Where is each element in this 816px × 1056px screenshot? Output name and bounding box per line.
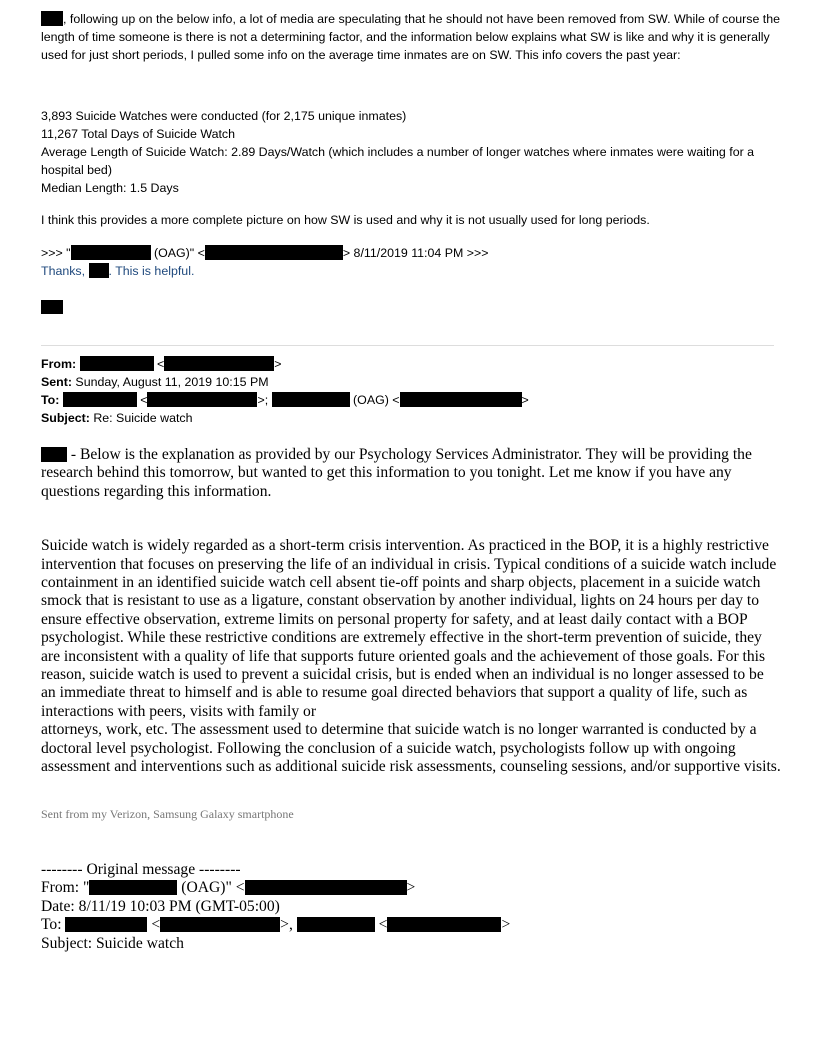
redaction	[41, 11, 63, 26]
stat-line: 3,893 Suicide Watches were conducted (for 2,175 unique inmates)	[41, 109, 407, 123]
redaction	[89, 263, 109, 278]
to-text: To:	[41, 916, 66, 934]
original-from: From: " (OAG)" < >	[41, 879, 416, 897]
quote-prefix: >>> "	[41, 246, 71, 260]
quote-org: (OAG)" <	[150, 246, 205, 260]
original-message	[41, 861, 781, 953]
redaction	[272, 392, 350, 407]
stats-list	[41, 107, 781, 197]
redaction	[41, 300, 63, 314]
redaction	[160, 917, 280, 932]
original-divider: -------- Original message --------	[41, 860, 241, 878]
redaction	[205, 245, 343, 260]
intro-paragraph	[41, 10, 781, 64]
body-text: attorneys, work, etc. The assessment used to determine that suicide watch is no longer warranted is conducted by a doctoral level psychologist. Following the conclusion of a suicide watch, psychologists follow up with ongoing assessment and interventions such as additional suicide risk assessments, counseling sessions, and/or supportive visits.	[41, 721, 781, 776]
original-date: Date: 8/11/19 10:03 PM (GMT-05:00)	[41, 897, 280, 915]
from-text: From: "	[41, 879, 90, 897]
stat-line: Median Length: 1.5 Days	[41, 181, 179, 195]
subject-line	[41, 409, 529, 427]
sent-line	[41, 373, 529, 391]
signature: Sent from my Verizon, Samsung Galaxy smartphone	[41, 806, 294, 821]
redaction	[65, 917, 147, 932]
redaction	[89, 880, 177, 895]
redaction	[387, 917, 501, 932]
reply-section	[41, 10, 781, 314]
redaction	[63, 392, 137, 407]
subject-value: Re: Suicide watch	[89, 411, 193, 425]
redaction	[80, 356, 154, 371]
body-paragraph-2	[41, 537, 781, 776]
stat-line: 11,267 Total Days of Suicide Watch	[41, 127, 235, 141]
original-subject: Subject: Suicide watch	[41, 934, 184, 952]
quote-suffix: > 8/11/2019 11:04 PM >>>	[342, 246, 489, 260]
redaction	[400, 392, 522, 407]
to-label: To:	[41, 393, 60, 407]
original-to: To: < >, < >	[41, 916, 511, 934]
thanks-line	[41, 262, 781, 280]
redaction	[297, 917, 375, 932]
body-text: - Below is the explanation as provided by our Psychology Services Administrator. They will be providing the research behind this tomorrow, but wanted to get this information to you tonight. Let me know if you have any questions regarding this information.	[41, 446, 752, 500]
message-body	[41, 446, 781, 953]
redaction	[41, 447, 67, 462]
from-line: From: < >	[41, 357, 282, 371]
from-label: From:	[41, 357, 77, 371]
body-text: Suicide watch is widely regarded as a short-term crisis intervention. As practiced in the BOP, it is a highly restrictive intervention that focuses on preserving the life of an individual in crisis. Typical conditions of a suicide watch include containment in an identified suicide watch cell absent tie-off points and sharp objects, placement in a suicide watch smock that is resistant to use as a ligature, constant observation by another individual, lights on 24 hours per day to ensure effective observation, extreme limits on personal property for safety, and at least daily contact with a BOP psychologist. While these restrictive conditions are extremely effective in the short-term prevention of suicide, they are inconsistent with a quality of life that supports future oriented goals and the achievement of those goals. For this reason, suicide watch is used to prevent a suicidal crisis, but is ended when an individual is no longer assessed to be an immediate threat to himself and is able to resume goal directed behaviors that support a quality of life, such as interactions with peers, visits with family or	[41, 537, 777, 720]
sent-value: Sunday, August 11, 2019 10:15 PM	[71, 375, 269, 389]
intro-text: , following up on the below info, a lot of media are speculating that he should not have been removed from SW. While of course the length of time someone is there is not a determining factor, and the information below explains what SW is like and why it is generally used for just short periods, I pulled some info on the average time inmates are on SW. This info covers the past year:	[41, 12, 781, 62]
redaction	[147, 392, 257, 407]
subject-label: Subject:	[41, 411, 90, 425]
divider	[41, 345, 774, 346]
redaction	[71, 245, 151, 260]
quote-header	[41, 244, 781, 262]
thanks-text: . This is helpful.	[108, 264, 195, 278]
thanks-text: Thanks,	[41, 264, 89, 278]
stat-line: Average Length of Suicide Watch: 2.89 Days/Watch (which includes a number of longer watches where inmates were waiting for a hospital bed)	[41, 145, 755, 177]
to-org: (OAG) <	[349, 393, 400, 407]
body-paragraph-1	[41, 446, 781, 501]
conclusion-text: I think this provides a more complete picture on how SW is used and why it is not usually used for long periods.	[41, 213, 650, 227]
from-text: (OAG)" <	[177, 879, 245, 897]
redaction	[245, 880, 407, 895]
sent-label: Sent:	[41, 375, 72, 389]
email-header	[41, 355, 529, 427]
to-line: To: < >; (OAG) < >	[41, 393, 529, 407]
redaction	[164, 356, 274, 371]
